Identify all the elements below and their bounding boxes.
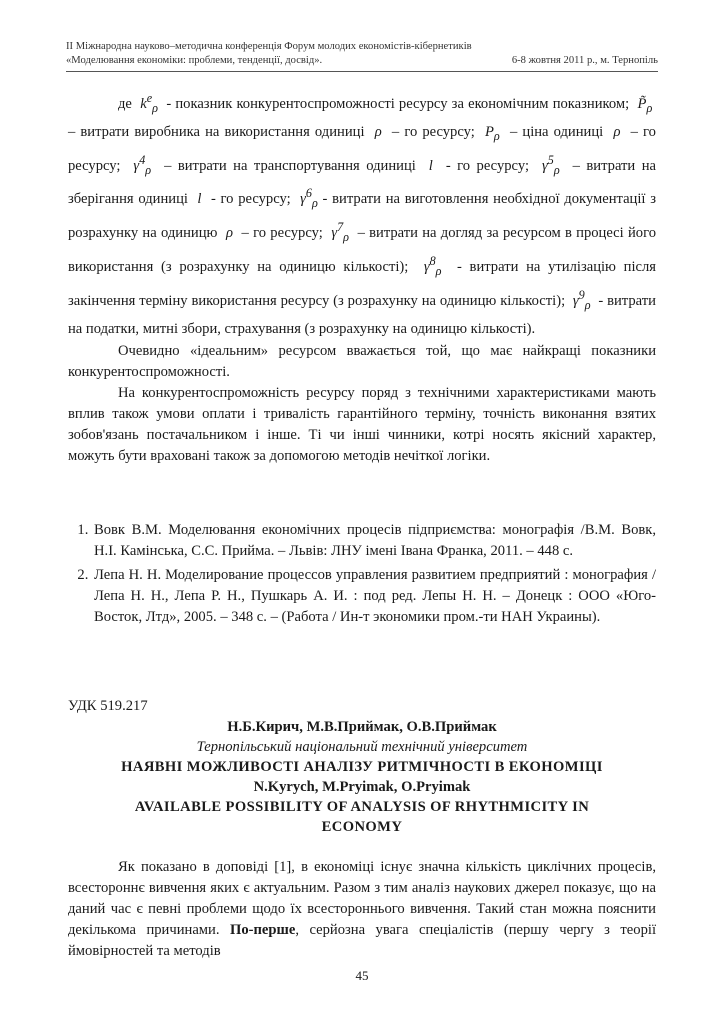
paragraph-ideal-resource: Очевидно «ідеальним» ресурсом вважається той, що має найкращі показники конкурентоспроможності.	[68, 342, 656, 380]
text-run: - витрати на утилізацію після закінчення терміну використання ресурсу (з розрахунку на одиницю кількості);	[68, 258, 657, 309]
paragraph-definitions	[68, 86, 656, 341]
symbol-l: l	[422, 157, 440, 174]
symbol-l: l	[192, 191, 207, 208]
symbol-rho: ρ	[369, 123, 387, 140]
page-number: 45	[355, 968, 369, 983]
symbol-rho: ρ	[221, 225, 238, 242]
text-run: - витрати на податки, митні збори, страхування (з розрахунку на одиницю кількості).	[68, 292, 656, 337]
authors-ua: Н.Б.Кирич, М.В.Приймак, О.В.Приймак	[227, 719, 497, 735]
header-divider	[66, 71, 658, 72]
emphasis-first: По-перше	[230, 922, 296, 938]
symbol-k-e-rho: $k^e_\rho$	[136, 91, 158, 115]
running-header	[66, 40, 658, 68]
symbol-gamma-6: $\gamma^6_\rho$	[295, 186, 318, 211]
article-title-block	[68, 717, 656, 837]
text-run: - го ресурсу;	[445, 157, 530, 174]
udk-code: УДК 519.217	[68, 698, 148, 714]
text-run: – витрати на догляд за ресурсом в процесі його використання (з розрахунку на одиницю кількості);	[68, 225, 657, 275]
text-run: – витрати на транспортування одиниці	[164, 157, 416, 174]
text-run: – ціна одиниці	[509, 123, 604, 140]
symbol-p-rho: $P_\rho$	[479, 123, 500, 143]
authors-en: N.Kyrych, M.Pryimak, O.Pryimak	[253, 779, 471, 795]
header-conference-line: ІІ Міжнародна науково–методична конференція Форум молодих економістів-кібернетиків	[66, 41, 472, 52]
title-en-line-2: ECONOMY	[321, 819, 403, 835]
text-run: – го ресурсу;	[68, 123, 656, 174]
text-run: - витрати на виготовлення необхідної документації з розрахунку на одиницю	[68, 191, 656, 242]
reference-list	[68, 520, 656, 631]
symbol-gamma-5: $\gamma^5_\rho$	[535, 152, 560, 177]
conclusion-block	[68, 341, 656, 467]
intro-text	[68, 857, 656, 962]
header-subtitle: «Моделювання економіки: проблеми, тенденції, досвід».	[66, 55, 323, 66]
text-run: де	[118, 95, 132, 112]
main-text	[68, 86, 656, 467]
text-run: , серйозна увага спеціалістів (першу чергу з теорії ймовірностей та методів	[68, 922, 656, 959]
text-run: – витрати на зберігання одиниці	[68, 157, 657, 208]
paragraph-intro	[68, 857, 656, 962]
symbol-gamma-4: $\gamma^4_\rho$	[126, 152, 152, 177]
text-run: – витрати виробника на використання одиниці	[68, 123, 365, 140]
text-run: - показник конкурентоспроможності ресурсу за економічним показником;	[166, 95, 630, 112]
symbol-gamma-7: $\gamma^7_\rho$	[327, 220, 349, 244]
header-date-place: 6-8 жовтня 2011 р., м. Тернопіль	[511, 55, 658, 66]
symbol-p-tilde-rho: $P̃_\rho$	[633, 95, 653, 115]
text-run: – го ресурсу;	[241, 225, 323, 242]
text-run: – го ресурсу;	[391, 123, 475, 140]
reference-item: 2. Лепа Н. Н. Моделирование процессов управления развитием предприятий : монография / Лепа Н. Н., Лепа Р. Н., Пушкарь А. И. : под ред. Лепы Н. Н. – Донецк : ООО «Юго-Восток, Лтд», 2005. – 348 с. – (Работа / Ин-т экономики пром.-ти НАН Украины).	[92, 565, 656, 628]
affiliation: Тернопільський національний технічний університет	[196, 739, 528, 755]
text-run: - го ресурсу;	[210, 191, 291, 208]
symbol-gamma-8: $\gamma^8_\rho$	[416, 253, 442, 278]
symbol-gamma-9: $\gamma^9_\rho$	[569, 287, 591, 312]
reference-item: 1. Вовк В.М. Моделювання економічних процесів підприємства: монографія /В.М. Вовк, Н.І. Камінська, С.С. Прийма. – Львів: ЛНУ імені Івана Франка, 2011. – 448 с.	[92, 520, 656, 562]
symbol-rho: ρ	[608, 123, 626, 140]
paragraph-competitiveness: На конкурентоспроможність ресурсу поряд з технічними характеристиками мають вплив також умови оплати і тривалість гарантійного терміну, точність виконання взятих зобов'язань постачальником і інше. Ті чи інші чинники, котрі носять якісний характер, можуть бути враховані також за допомогою методів нечіткої логіки.	[68, 384, 656, 464]
title-ua: НАЯВНІ МОЖЛИВОСТІ АНАЛІЗУ РИТМІЧНОСТІ В ЕКОНОМІЦІ	[121, 759, 603, 775]
text-run: Як показано в доповіді [1], в економіці існує значна кількість циклічних процесів, всестороннє вивчення яких є актуальним. Разом з тим аналіз наукових джерел показує, що на даний час є певні проблеми щодо їх всестороннього вивчення. Такий стан можна пояснити декількома причинами.	[68, 859, 656, 938]
header-row-2	[66, 54, 658, 68]
title-en-line-1: AVAILABLE POSSIBILITY OF ANALYSIS OF RHYTHMICITY IN	[134, 799, 590, 815]
